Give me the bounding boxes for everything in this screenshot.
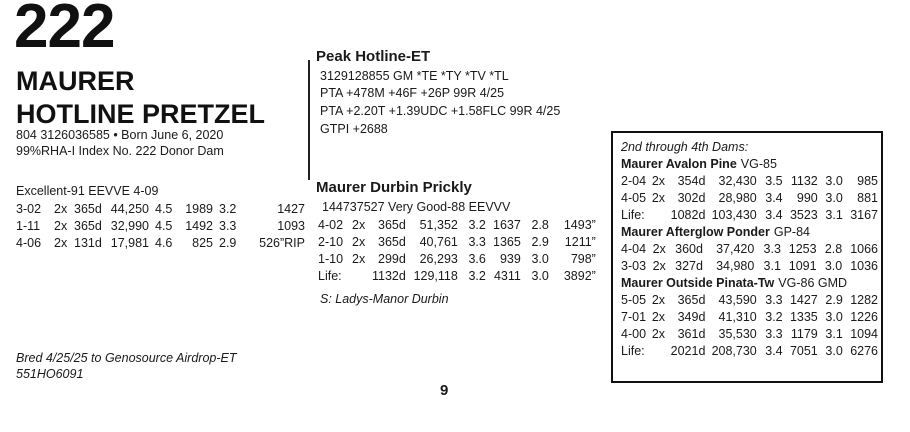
sire-line-3: PTA +2.20T +1.39UDC +1.58FLC 99R 4/25 (320, 104, 561, 118)
dam-record-cell: 4-02 (318, 218, 344, 232)
ancestor-dam-record-cell: 302d (677, 191, 706, 205)
ancestor-dam-record-cell: 5-05 (621, 293, 647, 307)
animal-record-cell: 4.5 (155, 202, 173, 216)
ancestor-dam-record-row (621, 207, 881, 224)
ancestor-dam-record-row (621, 292, 881, 309)
ancestor-dam-record-cell: Life: (621, 208, 645, 222)
ancestor-dam-record-cell: 4-00 (621, 327, 647, 341)
ancestor-dam-record-cell: 2-04 (621, 174, 647, 188)
dam-record-cell: 1493” (563, 218, 596, 232)
ancestor-dam-record-cell: 990 (796, 191, 818, 205)
ancestor-dam-record-cell: 1066 (850, 242, 878, 256)
ancestor-dam-record-cell: 2x (652, 259, 666, 273)
dam-record-cell: 2x (352, 252, 366, 266)
ancestor-dam-record-cell: 3.0 (825, 191, 843, 205)
ancestor-dam-record-cell: 349d (677, 310, 706, 324)
ancestor-dam-record-cell: 37,420 (716, 242, 755, 256)
animal-record-cell: 3.2 (219, 202, 237, 216)
ancestor-dam-record-cell: 1179 (790, 327, 818, 341)
dam-record-cell: 1-10 (318, 252, 344, 266)
dam-record-cell: 365d (378, 218, 406, 232)
dam-record-cell (352, 268, 372, 285)
ancestor-dam-record-cell: 1082d (670, 208, 706, 222)
animal-record-cell: 131d (74, 236, 102, 250)
animal-classification: Excellent-91 EEVVE 4-09 (16, 184, 159, 198)
animal-genetic-line: 99%RHA-I Index No. 222 Donor Dam (16, 144, 224, 158)
ancestor-dam-score: GP-84 (773, 225, 810, 239)
dam-record-row (318, 217, 596, 234)
dam-record-row (318, 234, 596, 251)
sire-title: Peak Hotline-ET (316, 48, 431, 65)
ancestor-dam-record-cell (652, 207, 671, 224)
ancestor-dam-score: VG-85 (740, 157, 777, 171)
ancestor-dam-record-row (621, 326, 881, 343)
ancestor-dam-record-cell: 1282 (850, 293, 878, 307)
ancestor-dam-records (621, 292, 881, 360)
animal-record-cell: 4-06 (16, 236, 42, 250)
animal-record-cell: 365d (74, 202, 102, 216)
ancestor-dam-record-cell: 32,430 (718, 174, 757, 188)
ancestor-dam-record-cell: 3.4 (765, 208, 783, 222)
dam-records (318, 217, 596, 285)
ancestor-dam-record-cell: 2x (651, 293, 666, 307)
animal-record-cell: 1989 (185, 202, 213, 216)
dam-record-cell: 798” (570, 252, 596, 266)
page-number: 9 (440, 382, 449, 399)
animal-name-line2: HOTLINE PRETZEL (16, 99, 265, 129)
ancestor-dam-record-cell: 34,980 (716, 259, 755, 273)
ancestor-dam-record-cell: 3-03 (621, 259, 647, 273)
ancestor-dam-record-row (621, 241, 881, 258)
ancestor-dam-records (621, 241, 881, 275)
lot-number: 222 (14, 0, 115, 61)
ancestor-dam-record-cell: 2x (651, 174, 666, 188)
animal-record-cell: 2x (54, 219, 68, 233)
ancestor-dam-record-cell: 3167 (850, 208, 878, 222)
animal-record-row (16, 235, 305, 252)
ancestor-dam-record-cell: 208,730 (711, 344, 757, 358)
animal-name-line1: MAURER (16, 66, 135, 96)
ancestor-dam-record-cell: 3.2 (765, 310, 783, 324)
ancestor-dam-record-cell: 3.4 (765, 344, 783, 358)
ancestor-dam-record-cell: 1094 (850, 327, 878, 341)
ancestor-dam-record-cell: 3.0 (825, 174, 843, 188)
ancestor-dam-record-cell: 28,980 (718, 191, 757, 205)
ancestor-dam-record-cell: 1253 (788, 242, 817, 256)
dam-record-cell: 51,352 (419, 218, 458, 232)
ancestor-dam-record-cell: 1226 (850, 310, 878, 324)
ancestor-dam-record-cell: 2.9 (825, 293, 843, 307)
ancestor-dam-header (621, 224, 881, 241)
dam-record-cell: 3.3 (468, 235, 486, 249)
animal-record-cell: 2.9 (219, 236, 237, 250)
ancestor-dam-record-cell: 881 (857, 191, 878, 205)
ancestor-dam-record-cell: 3.5 (765, 174, 783, 188)
ancestor-dam-record-cell: 3.3 (765, 327, 783, 341)
animal-record-cell: 3.3 (219, 219, 237, 233)
ancestor-dam-record-row (621, 173, 881, 190)
dam-record-row (318, 268, 596, 285)
dam-record-cell: 2.9 (531, 235, 549, 249)
ancestor-dam-record-row (621, 343, 881, 360)
dam-record-cell: 1365 (493, 235, 521, 249)
ancestor-dam-record-cell: 1036 (850, 259, 878, 273)
dam-record-cell: 3.0 (531, 252, 549, 266)
ancestor-dam-header (621, 156, 881, 173)
dam-record-cell: 129,118 (413, 269, 458, 283)
dam-record-cell: 40,761 (419, 235, 458, 249)
dam-sire-line: S: Ladys-Manor Durbin (320, 292, 449, 306)
ancestor-dam-record-cell: 41,310 (718, 310, 757, 324)
dam-record-cell: 3.2 (468, 269, 486, 283)
dam-title: Maurer Durbin Prickly (316, 179, 472, 196)
ancestor-dam-record-cell: 4-04 (621, 242, 647, 256)
animal-records (16, 201, 305, 252)
animal-record-cell: 1093 (277, 219, 305, 233)
ancestor-dam-record-row (621, 309, 881, 326)
ancestor-dam-record-cell: 3523 (789, 208, 818, 222)
ancestor-dam-name: Maurer Avalon Pine (621, 157, 737, 171)
ancestor-dam-record-cell: 3.3 (765, 293, 783, 307)
dam-record-cell: 3.2 (468, 218, 486, 232)
ancestor-dam-record-cell: 2x (652, 242, 666, 256)
dam-record-cell: 2x (352, 235, 366, 249)
ancestor-dam-record-cell: 1132 (790, 174, 818, 188)
dam-record-cell: 1211” (564, 235, 596, 249)
dam-id-line: 144737527 Very Good-88 EEVVV (322, 200, 511, 214)
dam-record-cell: 939 (499, 252, 521, 266)
ancestor-dam-record-cell: 43,590 (718, 293, 757, 307)
animal-record-cell: 3-02 (16, 202, 42, 216)
ancestor-dam-record-cell: 327d (675, 259, 703, 273)
dam-record-cell: 26,293 (419, 252, 458, 266)
animal-record-cell: 32,990 (110, 219, 149, 233)
ancestor-dam-record-cell: 1091 (788, 259, 817, 273)
ancestor-dam-record-cell: 1335 (789, 310, 818, 324)
animal-record-cell: 825 (192, 236, 213, 250)
dam-record-cell: Life: (318, 269, 342, 283)
ancestor-dam-name: Maurer Outside Pinata-Tw (621, 276, 775, 290)
ancestor-dams-heading: 2nd through 4th Dams: (621, 140, 749, 154)
ancestor-dam-record-cell (652, 343, 671, 360)
ancestor-dam-score: VG-86 GMD (778, 276, 848, 290)
ancestor-dam-record-row (621, 190, 881, 207)
ancestor-dam-record-cell: 7-01 (621, 310, 647, 324)
animal-record-cell: 526”RIP (259, 236, 305, 250)
bred-code: 551HO6091 (16, 367, 84, 381)
ancestor-dam-record-cell: 103,430 (711, 208, 757, 222)
animal-record-cell: 4.6 (155, 236, 173, 250)
ancestor-dam-record-cell: 35,530 (718, 327, 757, 341)
ancestor-dam-record-cell: 3.1 (825, 208, 843, 222)
sire-line-1: 3129128855 GM *TE *TY *TV *TL (320, 69, 509, 83)
ancestor-dam-record-cell: 3.3 (763, 242, 781, 256)
ancestor-dam-header (621, 275, 881, 292)
sire-line-2: PTA +478M +46F +26P 99R 4/25 (320, 86, 505, 100)
dam-record-cell: 3.6 (468, 252, 486, 266)
ancestor-dam-records (621, 173, 881, 224)
dam-record-cell: 4311 (493, 269, 521, 283)
dam-record-cell: 2-10 (318, 235, 344, 249)
animal-record-cell: 365d (74, 219, 102, 233)
ancestor-dam-record-cell: 2x (651, 191, 666, 205)
ancestor-dam-record-cell: 3.4 (765, 191, 783, 205)
animal-record-row (16, 218, 305, 235)
ancestor-dam-record-cell: 354d (677, 174, 706, 188)
ancestor-dam-record-cell: 2x (651, 327, 666, 341)
ancestor-dam-record-cell: 3.1 (825, 327, 843, 341)
ancestor-dam-record-cell: 1427 (789, 293, 818, 307)
animal-id-line: 804 3126036585 • Born June 6, 2020 (16, 128, 224, 142)
dam-record-cell: 299d (378, 252, 406, 266)
bred-line: Bred 4/25/25 to Genosource Airdrop-ET (16, 351, 237, 365)
ancestor-dam-record-cell: 3.0 (824, 259, 843, 273)
dam-record-cell: 1637 (493, 218, 521, 232)
ancestor-dam-record-cell: 2x (651, 310, 666, 324)
animal-record-cell: 1-11 (16, 219, 41, 233)
ancestor-dams-list (621, 156, 881, 360)
ancestor-dam-record-cell: Life: (621, 344, 645, 358)
dam-record-cell: 2.8 (531, 218, 549, 232)
ancestor-dam-record-cell: 3.0 (825, 344, 843, 358)
dam-record-cell: 3892” (563, 269, 596, 283)
animal-record-cell: 17,981 (110, 236, 149, 250)
ancestor-dam-record-cell: 2021d (670, 344, 706, 358)
ancestor-dam-record-cell: 365d (677, 293, 706, 307)
animal-record-cell: 2x (54, 236, 68, 250)
sire-divider (308, 60, 310, 180)
ancestor-dam-record-cell: 360d (675, 242, 703, 256)
ancestor-dam-record-cell: 4-05 (621, 191, 647, 205)
dam-record-row (318, 251, 596, 268)
ancestor-dam-record-cell: 3.1 (763, 259, 781, 273)
animal-record-cell: 2x (54, 202, 68, 216)
dam-record-cell: 3.0 (531, 269, 549, 283)
ancestor-dam-record-row (621, 258, 881, 275)
animal-record-cell: 1492 (185, 219, 213, 233)
ancestor-dams-box (611, 131, 883, 383)
ancestor-dam-record-cell: 3.0 (825, 310, 843, 324)
animal-record-row (16, 201, 305, 218)
ancestor-dam-record-cell: 2.8 (824, 242, 843, 256)
sire-line-4: GTPI +2688 (320, 122, 388, 136)
ancestor-dam-record-cell: 6276 (850, 344, 878, 358)
ancestor-dam-name: Maurer Afterglow Ponder (621, 225, 770, 239)
ancestor-dam-record-cell: 361d (677, 327, 706, 341)
animal-record-cell: 44,250 (110, 202, 149, 216)
ancestor-dam-record-cell: 985 (857, 174, 878, 188)
animal-record-cell: 1427 (277, 202, 305, 216)
dam-record-cell: 1132d (372, 269, 406, 283)
dam-record-cell: 365d (378, 235, 406, 249)
animal-record-cell: 4.5 (155, 219, 173, 233)
ancestor-dam-record-cell: 7051 (789, 344, 818, 358)
dam-record-cell: 2x (352, 218, 366, 232)
